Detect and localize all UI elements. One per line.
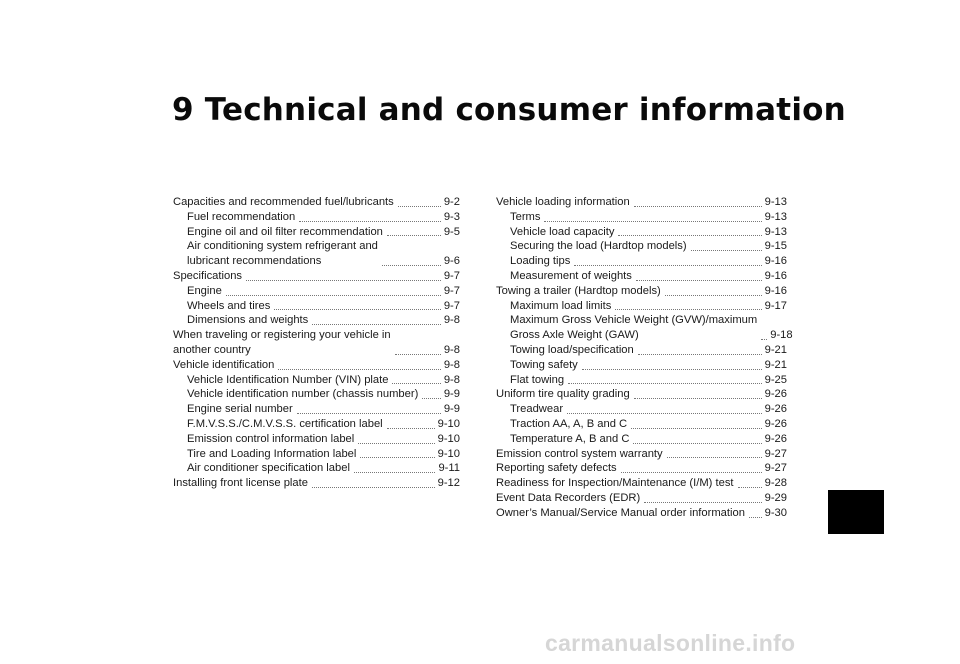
- toc-page-number: 9-9: [443, 403, 460, 416]
- toc-entry-title: Flat towing: [510, 373, 565, 386]
- toc-entry[interactable]: [173, 402, 460, 417]
- toc-page-number: 9-2: [443, 196, 460, 208]
- toc-dot-leader: [634, 398, 762, 399]
- toc-entry-title: Terms: [510, 210, 541, 223]
- toc-page-number: 9-12: [437, 477, 460, 490]
- toc-entry-title-line: When traveling or registering your vehicle in: [173, 329, 391, 342]
- toc-dot-leader: [621, 472, 762, 473]
- toc-dot-leader: [299, 221, 441, 222]
- toc-page-number: 9-7: [443, 299, 460, 312]
- toc-dot-leader: [574, 265, 761, 266]
- chapter-tab-marker: [828, 490, 884, 534]
- toc-entry[interactable]: [173, 210, 460, 225]
- toc-entry[interactable]: [173, 373, 460, 388]
- toc-dot-leader: [618, 235, 761, 236]
- toc-entry-title: Fuel recommendation: [187, 210, 296, 223]
- toc-page-number: 9-8: [443, 343, 460, 356]
- toc-page-number: 9-30: [764, 506, 787, 519]
- toc-dot-leader: [354, 472, 436, 473]
- toc-dot-leader: [387, 428, 435, 429]
- toc-entry-title: Dimensions and weights: [187, 314, 309, 327]
- toc-entry-title: Securing the load (Hardtop models): [510, 240, 687, 253]
- toc-dot-leader: [297, 413, 441, 414]
- toc-entry[interactable]: [496, 476, 787, 491]
- toc-entry[interactable]: [496, 432, 787, 447]
- toc-page-number: 9-25: [764, 373, 787, 386]
- toc-dot-leader: [274, 309, 441, 310]
- toc-entry[interactable]: [496, 506, 787, 521]
- toc-entry[interactable]: [496, 269, 787, 284]
- toc-page-number: 9-15: [764, 240, 787, 253]
- toc-entry-title-line: Maximum Gross Vehicle Weight (GVW)/maximum: [510, 314, 758, 327]
- toc-dot-leader: [312, 487, 435, 488]
- toc-page-number: 9-26: [764, 403, 787, 416]
- toc-page-number: 9-13: [764, 196, 787, 208]
- toc-entry-title: [187, 239, 378, 269]
- toc-dot-leader: [246, 280, 441, 281]
- toc-entry-title: Loading tips: [510, 255, 571, 268]
- toc-entry[interactable]: [496, 284, 787, 299]
- toc-page-number: 9-7: [443, 284, 460, 297]
- toc-entry-title: Engine serial number: [187, 403, 293, 416]
- toc-entry[interactable]: [173, 299, 460, 314]
- toc-entry[interactable]: [496, 387, 787, 402]
- toc-page-number: 9-8: [443, 314, 460, 327]
- toc-left-column: [173, 195, 460, 491]
- toc-dot-leader: [278, 369, 440, 370]
- toc-page-number: 9-8: [443, 358, 460, 371]
- toc-entry[interactable]: [496, 402, 787, 417]
- toc-page-number: 9-16: [764, 284, 787, 297]
- toc-entry-title: Emission control information label: [187, 432, 355, 445]
- toc-dot-leader: [634, 206, 762, 207]
- toc-dot-leader: [422, 398, 441, 399]
- toc-entry-title: Reporting safety defects: [496, 462, 617, 475]
- toc-entry[interactable]: [496, 210, 787, 225]
- toc-page-number: 9-8: [443, 373, 460, 386]
- toc-page-number: 9-28: [764, 477, 787, 490]
- toc-dot-leader: [544, 221, 761, 222]
- toc-dot-leader: [638, 354, 762, 355]
- toc-entry[interactable]: [496, 343, 787, 358]
- toc-dot-leader: [667, 457, 762, 458]
- toc-entry[interactable]: [173, 387, 460, 402]
- toc-entry[interactable]: [173, 461, 460, 476]
- toc-dot-leader: [615, 309, 761, 310]
- toc-entry[interactable]: [173, 225, 460, 240]
- toc-entry-title: Event Data Recorders (EDR): [496, 491, 641, 504]
- toc-page-number: 9-6: [443, 255, 460, 268]
- toc-entry-title: Vehicle identification: [173, 358, 275, 371]
- toc-entry[interactable]: [496, 447, 787, 462]
- toc-page-number: 9-29: [764, 491, 787, 504]
- toc-entry-title: Wheels and tires: [187, 299, 271, 312]
- toc-page-number: 9-11: [438, 462, 460, 475]
- toc-entry-title: Maximum load limits: [510, 299, 612, 312]
- toc-page-number: 9-27: [764, 447, 787, 460]
- toc-entry-title: Vehicle identification number (chassis number): [187, 388, 419, 401]
- toc-page-number: 9-10: [437, 417, 460, 430]
- toc-entry[interactable]: [496, 195, 787, 210]
- toc-page-number: 9-26: [764, 388, 787, 401]
- toc-entry-title: [173, 328, 391, 358]
- toc-entry-title: Specifications: [173, 269, 243, 282]
- toc-dot-leader: [761, 339, 767, 340]
- toc-dot-leader: [665, 295, 762, 296]
- toc-entry[interactable]: [173, 476, 460, 491]
- toc-entry-title: Capacities and recommended fuel/lubricants: [173, 196, 394, 208]
- toc-entry-title-line: another country: [173, 343, 251, 356]
- toc-entry[interactable]: [173, 432, 460, 447]
- toc-page-number: 9-21: [764, 343, 787, 356]
- toc-page-number: 9-10: [437, 432, 460, 445]
- toc-page-number: 9-16: [764, 255, 787, 268]
- toc-entry[interactable]: [496, 313, 793, 343]
- toc-dot-leader: [398, 206, 441, 207]
- toc-entry-title: Emission control system warranty: [496, 447, 663, 460]
- toc-page-number: 9-18: [770, 329, 793, 342]
- toc-page-number: 9-13: [764, 225, 787, 238]
- toc-dot-leader: [395, 354, 441, 355]
- toc-entry[interactable]: [496, 373, 787, 388]
- toc-entry[interactable]: [173, 195, 460, 210]
- toc-dot-leader: [633, 443, 761, 444]
- toc-entry-title: Vehicle loading information: [496, 196, 630, 208]
- toc-entry-title: Vehicle Identification Number (VIN) plate: [187, 373, 389, 386]
- toc-dot-leader: [636, 280, 762, 281]
- toc-dot-leader: [644, 502, 761, 503]
- toc-entry-title: Engine oil and oil filter recommendation: [187, 225, 383, 238]
- toc-page-number: 9-9: [443, 388, 460, 401]
- toc-entry-title: [510, 313, 757, 343]
- toc-entry-title-line: Gross Axle Weight (GAW): [510, 329, 639, 342]
- toc-dot-leader: [360, 457, 434, 458]
- toc-page-number: 9-26: [764, 432, 787, 445]
- toc-entry-title: Readiness for Inspection/Maintenance (I/M) test: [496, 477, 734, 490]
- toc-dot-leader: [691, 250, 762, 251]
- toc-dot-leader: [312, 324, 441, 325]
- chapter-title: 9 Technical and consumer information: [172, 92, 846, 128]
- toc-entry[interactable]: [173, 358, 460, 373]
- toc-entry-title: Uniform tire quality grading: [496, 388, 630, 401]
- toc-entry-title: Treadwear: [510, 403, 564, 416]
- toc-entry-title: F.M.V.S.S./C.M.V.S.S. certification label: [187, 417, 383, 430]
- toc-page-number: 9-5: [443, 225, 460, 238]
- toc-entry-title: Traction AA, A, B and C: [510, 417, 628, 430]
- toc-entry-title: Measurement of weights: [510, 269, 632, 282]
- toc-entry[interactable]: [496, 491, 787, 506]
- toc-entry[interactable]: [496, 299, 787, 314]
- toc-page-number: 9-7: [443, 269, 460, 282]
- toc-entry[interactable]: [173, 313, 460, 328]
- toc-entry[interactable]: [496, 254, 787, 269]
- toc-dot-leader: [358, 443, 434, 444]
- toc-dot-leader: [568, 383, 761, 384]
- toc-dot-leader: [226, 295, 441, 296]
- toc-dot-leader: [382, 265, 441, 266]
- toc-entry[interactable]: [496, 417, 787, 432]
- toc-entry[interactable]: [496, 239, 787, 254]
- toc-dot-leader: [392, 383, 440, 384]
- toc-entry-title-line: lubricant recommendations: [187, 255, 322, 268]
- toc-entry[interactable]: [173, 328, 460, 358]
- toc-right-column: [496, 195, 793, 521]
- toc-page-number: 9-16: [764, 269, 787, 282]
- toc-dot-leader: [738, 487, 762, 488]
- toc-entry-title: Towing a trailer (Hardtop models): [496, 284, 661, 297]
- toc-entry-title: Engine: [187, 284, 222, 297]
- toc-entry-title: Towing load/specification: [510, 343, 634, 356]
- toc-page-number: 9-3: [443, 210, 460, 223]
- toc-entry[interactable]: [173, 284, 460, 299]
- toc-dot-leader: [387, 235, 441, 236]
- toc-page-number: 9-17: [764, 299, 787, 312]
- toc-page-number: 9-27: [764, 462, 787, 475]
- toc-dot-leader: [567, 413, 762, 414]
- toc-entry-title: Temperature A, B and C: [510, 432, 630, 445]
- toc-entry[interactable]: [496, 358, 787, 373]
- toc-entry-title-line: Air conditioning system refrigerant and: [187, 240, 378, 253]
- toc-entry-title: Installing front license plate: [173, 477, 308, 490]
- watermark: carmanualsonline.info: [545, 630, 796, 656]
- toc-entry[interactable]: [496, 461, 787, 476]
- toc-entry-title: Vehicle load capacity: [510, 225, 615, 238]
- toc-entry[interactable]: [173, 269, 460, 284]
- toc-entry-title: Towing safety: [510, 358, 578, 371]
- toc-dot-leader: [582, 369, 762, 370]
- toc-page-number: 9-10: [437, 447, 460, 460]
- toc-entry-title: Air conditioner specification label: [187, 462, 350, 475]
- toc-entry[interactable]: [173, 239, 460, 269]
- toc-entry[interactable]: [173, 417, 460, 432]
- toc-page-number: 9-21: [764, 358, 787, 371]
- toc-entry[interactable]: [496, 225, 787, 240]
- toc-page-number: 9-13: [764, 210, 787, 223]
- toc-entry[interactable]: [173, 447, 460, 462]
- toc-entry-title: Tire and Loading Information label: [187, 447, 357, 460]
- toc-dot-leader: [749, 517, 762, 518]
- toc-page-number: 9-26: [764, 417, 787, 430]
- toc-dot-leader: [631, 428, 761, 429]
- toc-entry-title: Owner’s Manual/Service Manual order information: [496, 506, 745, 519]
